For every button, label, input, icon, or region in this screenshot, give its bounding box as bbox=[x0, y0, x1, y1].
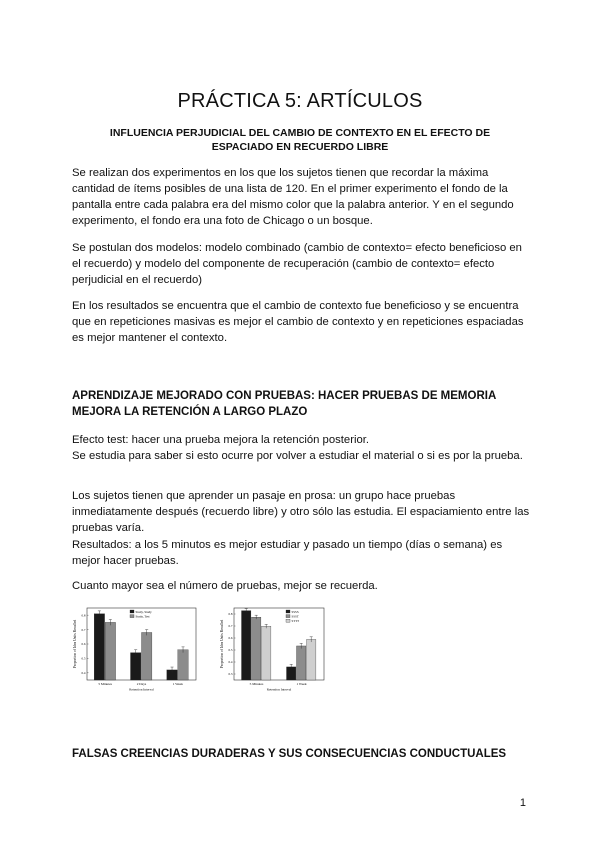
x-tick-label: 5 Minutes bbox=[98, 682, 113, 686]
bar bbox=[252, 617, 261, 680]
y-tick-label: 0.6 bbox=[228, 636, 233, 641]
chart-retention-repeated-testing bbox=[220, 604, 330, 698]
legend-label: Study, Test bbox=[135, 614, 150, 619]
y-tick-label: 0.5 bbox=[81, 656, 86, 661]
legend-swatch bbox=[130, 610, 134, 613]
paragraph: Se realizan dos experimentos en los que los sujetos tienen que recordar la máxima cantidad de ítems posibles de una lista de 120. En el primer experimento el fondo de la pantalla entre cada palabra era del mismo color que la palabra anterior. Y en el segundo experimento, el fondo era una foto de Chicago o un bosque. bbox=[72, 167, 514, 227]
y-axis-label: Proportion of Idea Units Recalled bbox=[73, 619, 77, 669]
y-tick-label: 0.5 bbox=[228, 648, 233, 653]
y-tick-label: 0.8 bbox=[228, 612, 233, 617]
y-tick-label: 0.4 bbox=[228, 660, 233, 665]
paragraph: Se estudia para saber si esto ocurre por volver a estudiar el material o si es por la prueba. bbox=[72, 450, 523, 462]
x-axis-label: Retention Interval bbox=[266, 687, 292, 692]
legend-label: SSSS bbox=[291, 609, 299, 614]
bar bbox=[94, 614, 104, 680]
x-tick-label: 1 Week bbox=[296, 682, 307, 686]
y-tick-label: 0.4 bbox=[81, 671, 86, 675]
x-axis-label: Retention Interval bbox=[129, 687, 154, 692]
bar bbox=[142, 632, 152, 680]
paragraph: Se postulan dos modelos: modelo combinado (cambio de contexto= efecto beneficioso en el recuerdo) y modelo del componente de recuperación (cambio de contexto= efecto perjudicial en el recuerdo) bbox=[72, 242, 522, 286]
y-tick-label: 0.3 bbox=[228, 672, 233, 677]
paragraph: Efecto test: hacer una prueba mejora la retención posterior. bbox=[72, 434, 370, 446]
x-tick-label: 2 Days bbox=[136, 682, 147, 686]
bar bbox=[242, 611, 251, 680]
legend-label: SSST bbox=[291, 614, 299, 619]
page-number: 1 bbox=[519, 797, 526, 809]
section-heading-context: INFLUENCIA PERJUDICIAL DEL CAMBIO DE CONTEXTO EN EL EFECTO DE ESPACIADO EN RECUERDO LIBRE bbox=[109, 127, 491, 153]
page-title: PRÁCTICA 5: ARTÍCULOS bbox=[177, 90, 423, 112]
y-axis-label: Proportion of Idea Units Recalled bbox=[220, 619, 224, 669]
bar bbox=[307, 639, 316, 680]
chart-retention-study-test bbox=[70, 604, 200, 698]
paragraph: Cuanto mayor sea el número de pruebas, mejor se recuerda. bbox=[72, 580, 378, 592]
y-tick-label: 0.7 bbox=[81, 627, 86, 632]
legend-swatch bbox=[286, 610, 290, 613]
legend-label: Study, Study bbox=[135, 609, 152, 614]
bar bbox=[105, 622, 115, 680]
section-heading-beliefs: FALSAS CREENCIAS DURADERAS Y SUS CONSECUENCIAS CONDUCTUALES bbox=[72, 748, 507, 760]
y-tick-label: 0.6 bbox=[81, 642, 86, 647]
y-tick-label: 0.8 bbox=[81, 613, 86, 618]
paragraph: En los resultados se encuentra que el cambio de contexto fue beneficioso y se encuentra que en repeticiones masivas es mejor el cambio de contexto y en repeticiones espaciadas es mejor mantener el contexto. bbox=[72, 300, 524, 344]
paragraph: Resultados: a los 5 minutos es mejor estudiar y pasado un tiempo (días o semana) es mejor hacer pruebas. bbox=[72, 539, 503, 567]
paragraph: Los sujetos tienen que aprender un pasaje en prosa: un grupo hace pruebas inmediatamente después (recuerdo libre) y otro sólo las estudia. El espaciamiento entre las pruebas varía. bbox=[72, 490, 530, 534]
legend-swatch bbox=[286, 615, 290, 618]
legend-label: STTT bbox=[291, 619, 300, 623]
bar bbox=[297, 646, 306, 680]
x-tick-label: 1 Week bbox=[172, 682, 183, 686]
bar bbox=[262, 626, 271, 680]
bar bbox=[178, 650, 188, 680]
x-tick-label: 5 Minutes bbox=[249, 682, 264, 686]
section-heading-testing: APRENDIZAJE MEJORADO CON PRUEBAS: HACER PRUEBAS DE MEMORIA MEJORA LA RETENCIÓN A LARGO PLAZO bbox=[72, 390, 496, 418]
bar bbox=[131, 653, 141, 680]
y-tick-label: 0.7 bbox=[228, 624, 233, 629]
legend-swatch bbox=[130, 615, 134, 618]
legend-swatch bbox=[286, 619, 290, 622]
